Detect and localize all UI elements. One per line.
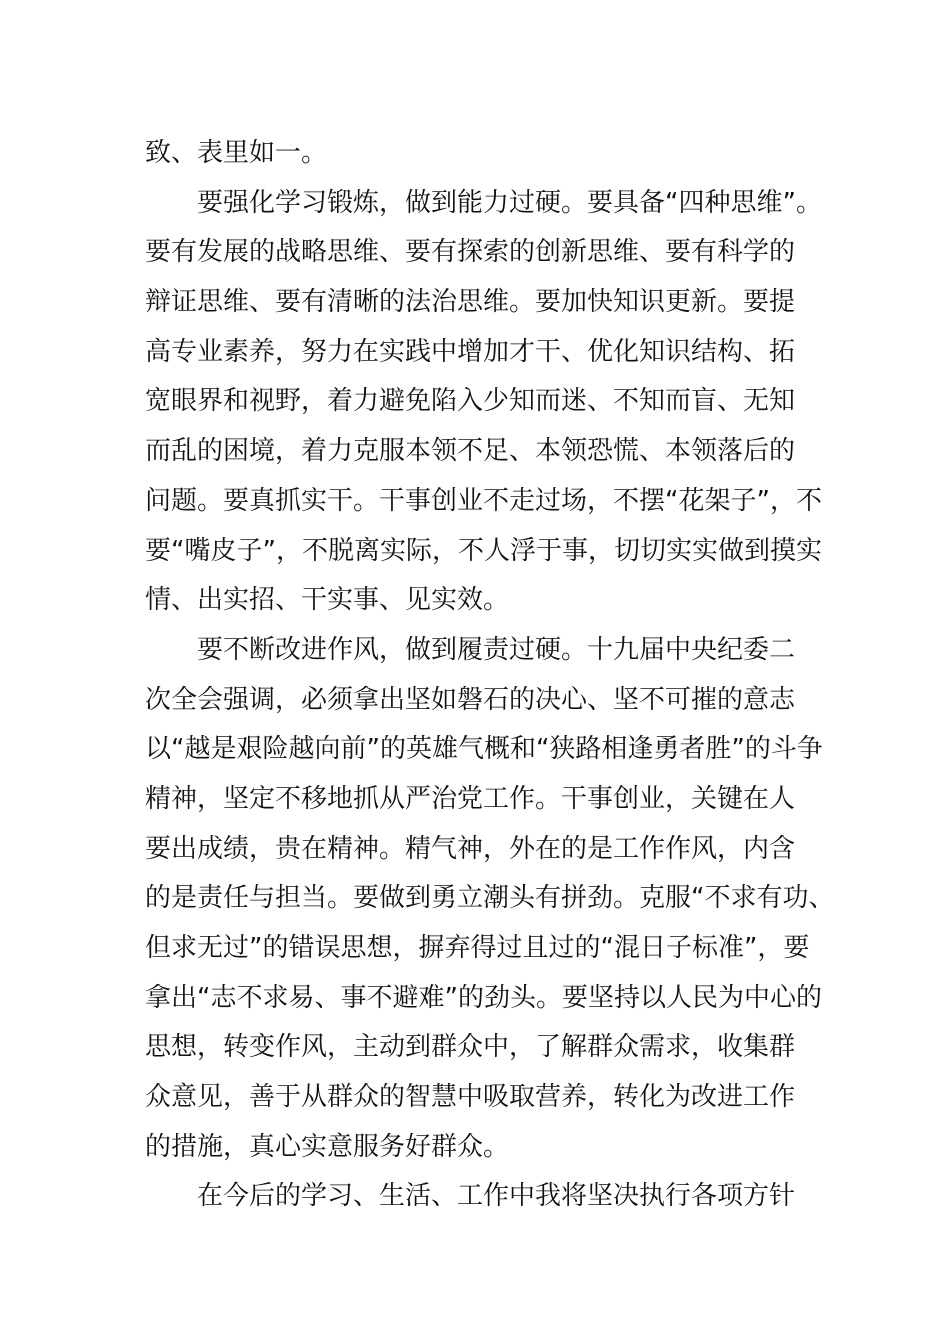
text-line: 要有发展的战略思维、要有探索的创新思维、要有科学的 [145,237,796,268]
text-line: 思想，转变作风，主动到群众中，了解群众需求，收集群 [145,1032,796,1063]
text-line: 高专业素养，努力在实践中增加才干、优化知识结构、拓 [145,336,796,367]
text-line: 而乱的困境，着力克服本领不足、本领恐慌、本领落后的 [145,436,796,467]
text-line: 的是责任与担当。要做到勇立潮头有拼劲。克服“不求有功、 [145,883,835,914]
text-line: 次全会强调，必须拿出坚如磐石的决心、坚不可摧的意志 [145,684,796,715]
text-line: 在今后的学习、生活、工作中我将坚决执行各项方针 [197,1181,796,1212]
text-line: 情、出实招、干实事、见实效。 [145,585,510,616]
text-line: 辩证思维、要有清晰的法治思维。要加快知识更新。要提 [145,287,796,318]
text-line: 拿出“志不求易、事不避难”的劲头。要坚持以人民为中心的 [145,982,822,1013]
text-line: 但求无过”的错误思想，摒弃得过且过的“混日子标准”，要 [145,933,810,963]
text-line: 众意见，善于从群众的智慧中吸取营养，转化为改进工作 [145,1082,796,1113]
text-line: 要“嘴皮子”，不脱离实际，不人浮于事，切切实实做到摸实 [145,535,822,566]
text-line: 要强化学习锻炼，做到能力过硬。要具备“四种思维”。 [197,187,822,218]
document-body [145,129,835,1222]
text-line: 问题。要真抓实干。干事创业不走过场，不摆“花架子”，不 [145,485,822,516]
text-line: 致、表里如一。 [145,138,328,168]
text-line: 要不断改进作风，做到履责过硬。十九届中央纪委二 [197,634,796,665]
text-line: 要出成绩，贵在精神。精气神，外在的是工作作风，内含 [145,833,796,864]
text-line: 宽眼界和视野，着力避免陷入少知而迷、不知而盲、无知 [145,386,796,417]
text-line: 以“越是艰险越向前”的英雄气概和“狭路相逢勇者胜”的斗争 [145,734,823,765]
text-line: 精神，坚定不移地抓从严治党工作。干事创业，关键在人 [145,783,796,814]
text-line: 的措施，真心实意服务好群众。 [145,1131,510,1162]
